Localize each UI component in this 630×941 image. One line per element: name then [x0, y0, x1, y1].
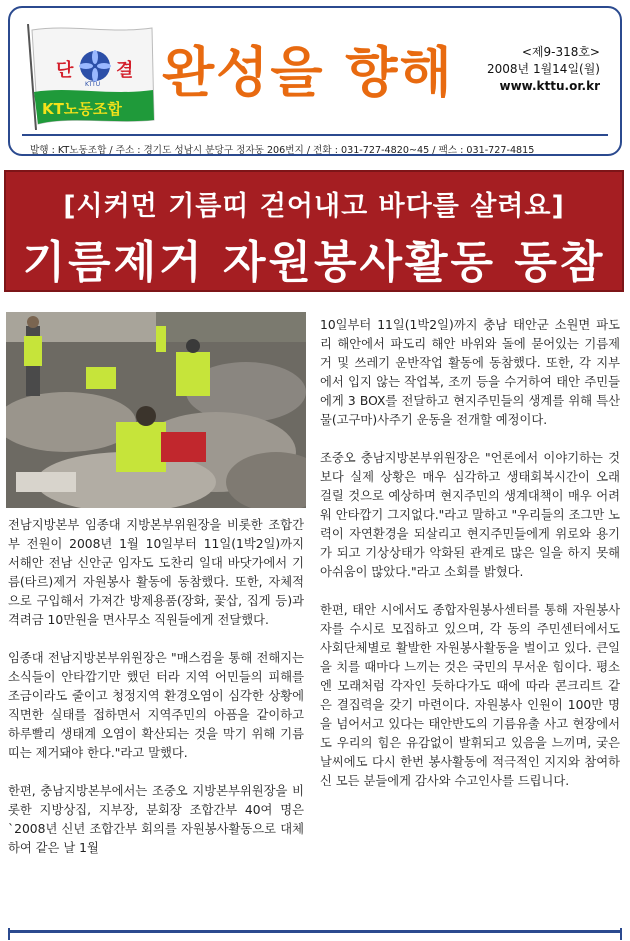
article-paragraph: 임종대 전남지방본부위원장은 "매스컴을 통해 전해지는 소식들이 안타깝기만 했던 터라 지역 어민들의 피해를 조금이라도 줄이고 청정지역 환경오염이 심각한 상황에 직면한 실태를 접하면서 지역주민의 아픔을 같이하고 하루빨리 생태계 오염이 확산되는 것을 막기 위해 기름띠는 제거돼야 한다."라고 말했다. [8, 651, 304, 760]
article-paragraph: 전남지방본부 임종대 지방본부위원장을 비롯한 조합간부 전원이 2008년 1월 10일부터 11일(1박2일)까지 서해안 전남 신안군 임자도 도찬리 일대 바닷가에서 기름(타르)제거 자원봉사 활동에 동참했다. 또한, 자체적으로 구입해서 가져간 방제용품(장화, 꽃삽, 집게 등)과 격려금 10만원을 면사무소 직원들에게 전달했다. [8, 518, 304, 627]
headline-title: 기름제거 자원봉사활동 동참 [22, 237, 606, 288]
article-paragraph: 10일부터 11일(1박2일)까지 충남 태안군 소원면 파도리 해안에서 파도리 해안 바위와 돌에 묻어있는 기름제거 및 쓰레기 운반작업 활동에 동참했다. 또한, 각 지부에서 입지 않는 작업복, 조끼 등을 수거하여 태안 주민들에게 3 BOX를 전달하고 현지주민들의 생계를 위해 특산물(고구마)사주기 운동을 전개할 예정이다. [320, 318, 620, 427]
svg-text:단: 단 [56, 60, 74, 81]
newsletter-title: 완성을 향해 [162, 41, 454, 104]
svg-text:KTTU: KTTU [85, 81, 101, 88]
header-divider [22, 134, 608, 136]
footer-corner-right [620, 928, 622, 940]
masthead [8, 6, 622, 156]
union-flag-logo [20, 24, 155, 130]
headline-banner [4, 170, 624, 292]
article-column-right [320, 316, 620, 810]
article-paragraph: 한편, 충남지방본부에서는 조중오 지방본부위원장을 비롯한 지방상집, 지부장, 분회장 조합간부 40여 명은 `2008년 신년 조합간부 회의를 자원봉사활동으로 대체하여 같은 날 1월 [8, 784, 304, 855]
article-column-left [8, 516, 304, 877]
svg-text:KT노동조합: KT노동조합 [42, 100, 122, 118]
headline-subtitle: [시커먼 기름띠 걷어내고 바다를 살려요] [63, 191, 565, 222]
issue-info [487, 44, 600, 95]
website-link[interactable]: www.kttu.or.kr [499, 79, 600, 93]
footer-corner-left [8, 928, 10, 940]
volunteer-photo [6, 312, 306, 508]
issue-date: 2008년 1월14일(월) [487, 62, 600, 76]
article-paragraph: 조중오 충남지방본부위원장은 "언론에서 이야기하는 것보다 실제 상황은 매우 심각하고 생태회복시간이 오래 걸릴 것으로 예상하며 현지주민의 생계대책이 매우 어려워 안타깝기 그지없다."라고 말하고 "우리들의 조그만 노력이 자연환경을 되살리고 현지주민들에게 위로와 용기가 되고 기상상태가 악화된 관계로 많은 일을 하지 못해 아쉬움이 많았다."라고 소회를 밝혔다. [320, 451, 621, 579]
svg-text:결: 결 [116, 60, 134, 81]
footer-rule [8, 930, 622, 933]
issue-number: <제9-318호> [521, 45, 600, 59]
article-paragraph: 한편, 태안 시에서도 종합자원봉사센터를 통해 자원봉사자를 수시로 모집하고 있으며, 각 동의 주민센터에서도 사회단체별로 활발한 자원봉사활동을 벌이고 있다. 큰일을 치를 때마다 느끼는 것은 국민의 무서운 힘이다. 평소엔 모래처럼 각자인 듯하다가도 때에 따라 콘크리트 같은 결집력을 갖기 마련이다. 자원봉사 인원이 100만 명을 넘어서고 있다는 태안반도의 기름유출 사고 현장에서도 우리의 힘은 유감없이 발휘되고 있음을 느끼며, 궂은 날씨에도 다시 한번 봉사활동에 적극적인 지지와 참여하신 모든 분들에게 감사와 수고인사를 드립니다. [320, 603, 620, 788]
publisher-address: 발행 : KT노동조합 / 주소 : 경기도 성남시 분당구 정자동 206번지 / 전화 : 031-727-4820~45 / 팩스 : 031-727-4815 [30, 145, 535, 156]
